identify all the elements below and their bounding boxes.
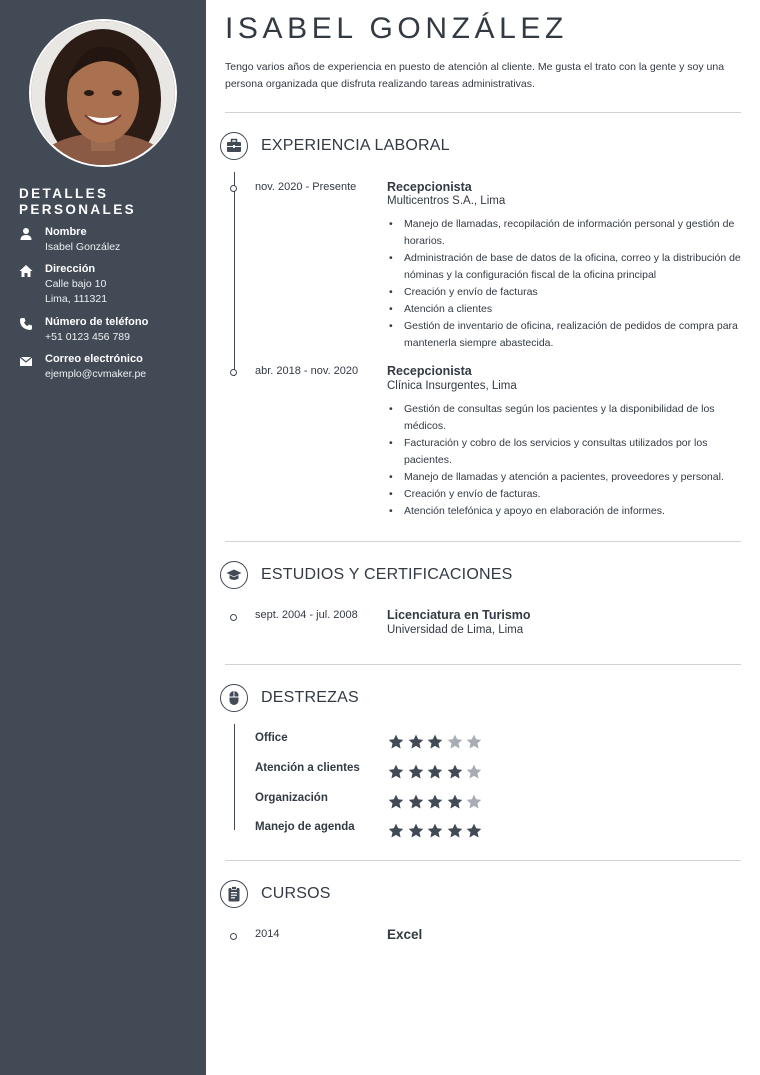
detail-label: Número de teléfono — [45, 316, 149, 328]
timeline-dot — [230, 614, 237, 621]
star-empty-icon — [466, 734, 482, 750]
entry-role: Recepcionista — [387, 180, 472, 194]
entry-degree: Licenciatura en Turismo — [387, 608, 531, 622]
graduation-cap-icon — [220, 561, 248, 589]
entry-bullets — [387, 216, 742, 352]
star-filled-icon — [408, 764, 424, 780]
detail-line: +51 0123 456 789 — [45, 331, 130, 343]
candidate-name: ISABEL GONZÁLEZ — [225, 12, 568, 45]
list-item: • Gestión de inventario de oficina, realización de pedidos de compra para mantenerla siempre abastecida. — [387, 318, 742, 352]
timeline-dot — [230, 185, 237, 192]
mouse-icon — [220, 684, 248, 712]
email-link[interactable]: ejemplo@cvmaker.pe — [45, 368, 147, 380]
star-filled-icon — [388, 734, 404, 750]
star-filled-icon — [427, 794, 443, 810]
section-title-experience: EXPERIENCIA LABORAL — [261, 137, 450, 154]
star-filled-icon — [408, 794, 424, 810]
entry-org: Multicentros S.A., Lima — [387, 195, 506, 207]
detail-value[interactable] — [45, 367, 146, 382]
list-item: • Atención telefónica y apoyo en elaboración de informes. — [387, 503, 742, 520]
entry-role: Recepcionista — [387, 364, 472, 378]
list-item: • Creación y envío de facturas — [387, 284, 742, 301]
star-filled-icon — [447, 823, 463, 839]
timeline-line — [234, 724, 235, 830]
skill-rating — [388, 764, 486, 780]
detail-label: Dirección — [45, 263, 96, 275]
skill-name: Organización — [255, 792, 328, 804]
entry-school: Universidad de Lima, Lima — [387, 624, 524, 636]
star-filled-icon — [447, 764, 463, 780]
sidebar — [0, 0, 206, 1075]
star-filled-icon — [447, 794, 463, 810]
briefcase-icon — [220, 132, 248, 160]
personal-details-heading: DETALLES PERSONALES — [19, 186, 137, 217]
star-empty-icon — [466, 794, 482, 810]
timeline-line — [234, 172, 235, 376]
star-empty-icon — [447, 734, 463, 750]
detail-value — [45, 277, 107, 307]
star-filled-icon — [427, 734, 443, 750]
star-filled-icon — [388, 764, 404, 780]
section-divider — [225, 541, 741, 542]
skill-rating — [388, 823, 486, 839]
list-item: • Atención a clientes — [387, 301, 742, 318]
entry-date: sept. 2004 - jul. 2008 — [255, 609, 358, 621]
list-item: • Administración de base de datos de la oficina, correo y la distribución de nóminas y la configuración fiscal de la oficina principal — [387, 250, 742, 284]
email-icon — [19, 354, 33, 368]
star-filled-icon — [427, 764, 443, 780]
skill-name: Manejo de agenda — [255, 821, 355, 833]
detail-value — [45, 240, 120, 255]
profile-summary: Tengo varios años de experiencia en puesto de atención al cliente. Me gusta el trato con la gente y soy una persona organizada que disfruta realizando tareas administrativas. — [225, 61, 725, 90]
timeline-dot — [230, 933, 237, 940]
star-empty-icon — [466, 764, 482, 780]
star-filled-icon — [408, 823, 424, 839]
skill-rating — [388, 794, 486, 810]
entry-date: nov. 2020 - Presente — [255, 181, 357, 193]
phone-icon — [19, 317, 33, 331]
timeline-dot — [230, 369, 237, 376]
skill-name: Atención a clientes — [255, 762, 360, 774]
skill-rating — [388, 734, 486, 750]
section-divider — [225, 664, 741, 665]
list-item: • Creación y envío de facturas. — [387, 486, 742, 503]
detail-line: Calle bajo 10 — [45, 278, 107, 290]
skill-name: Office — [255, 732, 288, 744]
detail-value — [45, 330, 130, 345]
list-item: • Manejo de llamadas, recopilación de información personal y gestión de horarios. — [387, 216, 742, 250]
profile-photo — [29, 19, 177, 167]
star-filled-icon — [427, 823, 443, 839]
list-item: • Manejo de llamadas y atención a pacientes, proveedores y personal. — [387, 469, 742, 486]
section-title-education: ESTUDIOS Y CERTIFICACIONES — [261, 566, 513, 583]
entry-date: 2014 — [255, 928, 280, 940]
detail-label: Correo electrónico — [45, 353, 143, 365]
list-item: • Gestión de consultas según los pacientes y la disponibilidad de los médicos. — [387, 401, 742, 435]
entry-org: Clínica Insurgentes, Lima — [387, 380, 517, 392]
home-icon — [19, 264, 33, 278]
clipboard-icon — [220, 880, 248, 908]
main-content — [206, 0, 760, 1075]
detail-label: Nombre — [45, 226, 87, 238]
star-filled-icon — [466, 823, 482, 839]
detail-line: Isabel González — [45, 241, 121, 253]
entry-bullets — [387, 401, 742, 520]
list-item: • Facturación y cobro de los servicios y consultas utilizados por los pacientes. — [387, 435, 742, 469]
section-title-courses: CURSOS — [261, 885, 331, 902]
person-icon — [19, 227, 33, 241]
detail-line: Lima, 111321 — [45, 293, 108, 305]
entry-date: abr. 2018 - nov. 2020 — [255, 365, 359, 377]
course-name: Excel — [387, 927, 423, 942]
section-divider — [225, 860, 741, 861]
section-title-skills: DESTREZAS — [261, 689, 359, 706]
star-filled-icon — [388, 794, 404, 810]
star-filled-icon — [388, 823, 404, 839]
section-divider — [225, 112, 741, 113]
star-filled-icon — [408, 734, 424, 750]
